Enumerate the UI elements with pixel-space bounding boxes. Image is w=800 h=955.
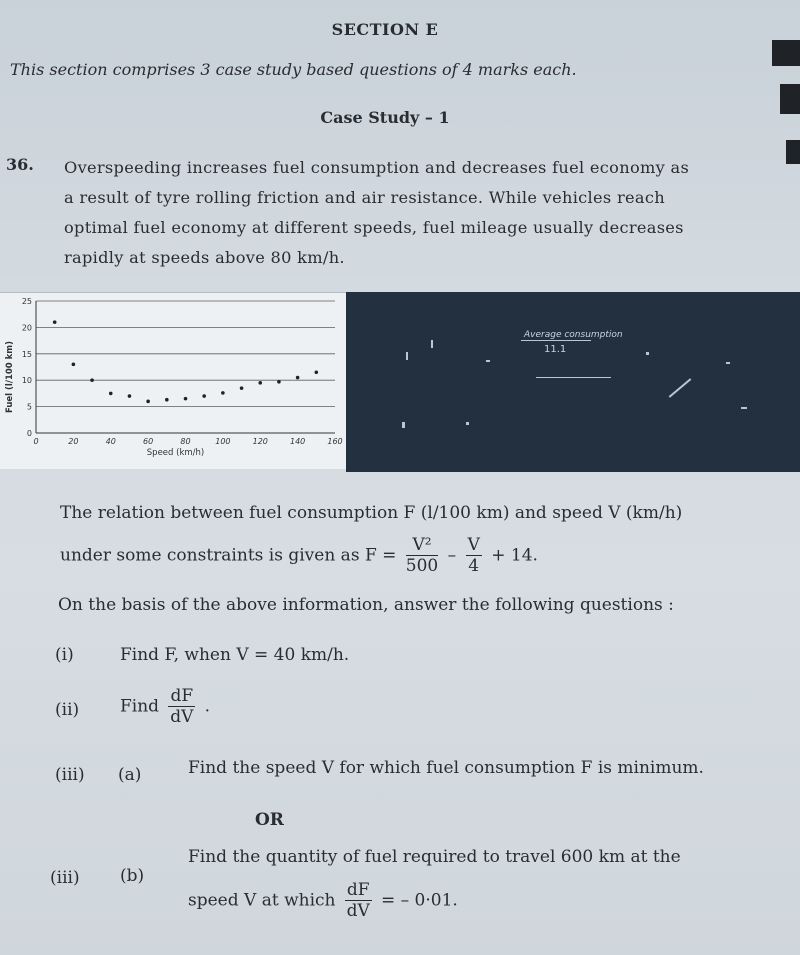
case-paragraph (64, 153, 724, 273)
x-tick-label: 60 (143, 437, 154, 446)
question-iii-a-text: Find the speed V for which fuel consumption F is minimum. (188, 758, 704, 778)
case-study-title: Case Study – 1 (320, 108, 450, 127)
fraction-denominator: 500 (405, 556, 439, 576)
relation-equation (60, 535, 538, 576)
y-axis-label: Fuel (l/100 km) (5, 340, 15, 414)
fraction-numerator: V (467, 535, 480, 555)
fraction-numerator: dF (170, 686, 194, 706)
x-tick-label: 120 (252, 437, 268, 446)
question-ii-end: . (204, 696, 210, 717)
paragraph-line: optimal fuel economy at different speeds, fuel mileage usually decreases (64, 218, 684, 237)
question-iii-label: (iii) (55, 765, 85, 785)
data-point (202, 394, 206, 398)
question-iii-b-line2 (188, 880, 458, 921)
data-point (240, 386, 244, 390)
photo-label-consumption: Average consumption (524, 330, 623, 340)
questions-prompt: On the basis of the above information, answer the following questions : (58, 595, 674, 615)
dashboard-photo (346, 292, 800, 472)
x-tick-label: 20 (68, 437, 79, 446)
x-tick-label: 40 (105, 437, 116, 446)
question-ii (120, 686, 210, 727)
section-title: SECTION E (331, 20, 439, 39)
x-tick-label: 80 (180, 437, 191, 446)
fraction-denominator: 4 (468, 556, 480, 576)
data-point (296, 376, 300, 380)
x-axis-label: Speed (km/h) (146, 448, 205, 458)
fraction-df-dv (168, 686, 195, 727)
data-point (315, 370, 319, 374)
fraction-v-4 (466, 535, 482, 576)
relation-suffix: + 14. (491, 545, 538, 566)
question-i-label: (i) (55, 645, 74, 665)
paragraph-line: a result of tyre rolling friction and air resistance. While vehicles reach (64, 188, 665, 207)
question-iii-a-sub: (a) (118, 765, 142, 785)
data-point (109, 392, 113, 396)
data-point (53, 320, 57, 324)
question-number: 36. (6, 155, 34, 174)
question-iii-b-label: (iii) (50, 868, 80, 888)
question-ii-text: Find (120, 696, 160, 717)
y-tick-label: 15 (21, 349, 32, 359)
x-tick-label: 0 (33, 437, 39, 446)
fraction-v2-500 (406, 535, 438, 576)
or-separator: OR (255, 810, 284, 830)
data-point (146, 400, 150, 404)
data-point (165, 398, 169, 402)
fraction-df-dv (345, 880, 372, 921)
paragraph-line: Overspeeding increases fuel consumption and decreases fuel economy as (64, 158, 690, 177)
question-iii-b-sub: (b) (120, 866, 145, 886)
data-point (90, 378, 94, 382)
data-point (72, 363, 76, 367)
question-iii-b-prefix: speed V at which (188, 890, 336, 911)
chart-svg (0, 293, 360, 469)
y-tick-label: 0 (26, 429, 32, 438)
fraction-denominator: dV (170, 707, 194, 727)
question-i-text: Find F, when V = 40 km/h. (120, 645, 350, 665)
y-tick-label: 5 (26, 402, 32, 412)
data-point (184, 397, 188, 401)
fraction-denominator: dV (346, 901, 370, 921)
paragraph-line: rapidly at speeds above 80 km/h. (64, 248, 345, 267)
fraction-numerator: V² (406, 535, 438, 556)
x-tick-label: 140 (289, 437, 306, 446)
x-tick-label: 160 (327, 437, 343, 446)
data-point (258, 381, 262, 385)
y-tick-label: 10 (21, 376, 32, 386)
data-point (277, 380, 281, 384)
fuel-speed-chart (0, 292, 360, 469)
data-point (221, 391, 225, 395)
y-tick-label: 20 (21, 323, 32, 333)
x-tick-label: 100 (215, 437, 231, 446)
section-intro: This section comprises 3 case study based questions of 4 marks each. (10, 60, 577, 79)
question-iii-b-line1: Find the quantity of fuel required to travel 600 km at the (188, 847, 681, 867)
photo-label-value: 11.1 (544, 344, 567, 355)
relation-line-1: The relation between fuel consumption F (l/100 km) and speed V (km/h) (60, 503, 683, 523)
question-iii-b-suffix: = – 0·01. (380, 890, 458, 911)
data-point (128, 394, 132, 398)
fraction-numerator: dF (346, 880, 370, 900)
minus-sign: – (447, 545, 457, 566)
relation-prefix: under some constraints is given as F = (60, 545, 397, 566)
question-ii-label: (ii) (55, 700, 80, 720)
y-tick-label: 25 (21, 297, 32, 306)
